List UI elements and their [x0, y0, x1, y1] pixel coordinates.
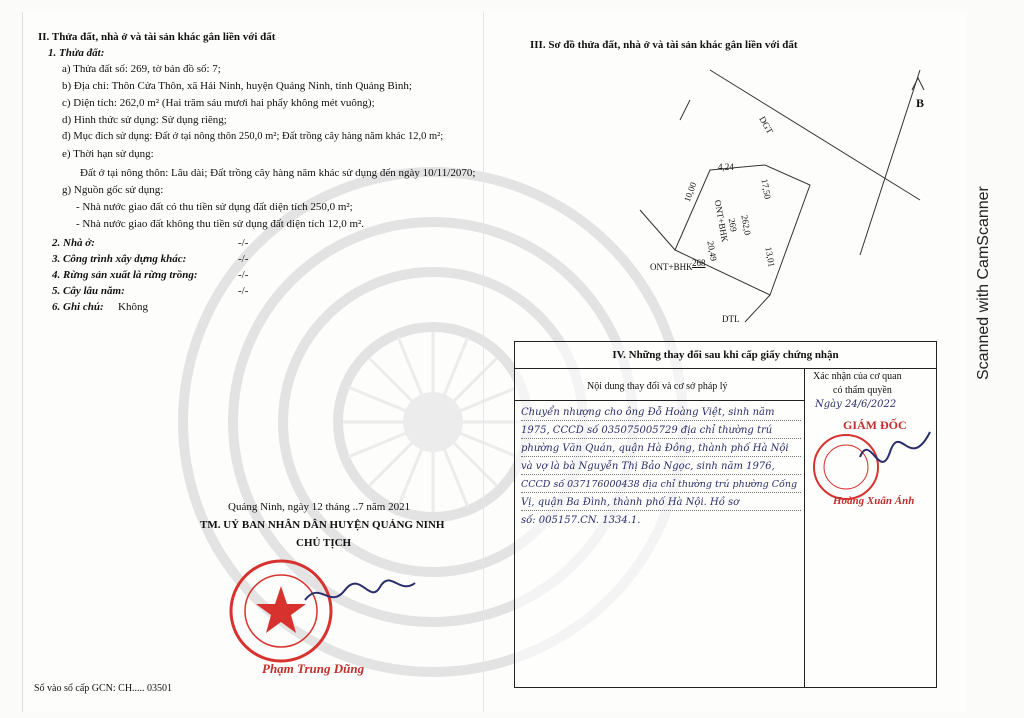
dim-top: 4,24 [718, 162, 734, 172]
parcel-area: 262,0 [739, 214, 753, 236]
ruled-line [521, 420, 801, 422]
construction-heading: 3. Công trình xây dựng khác: [52, 253, 187, 265]
director-title: GIÁM ĐỐC [843, 418, 907, 432]
changes-table [514, 341, 937, 688]
signer-name: Phạm Trung Dũng [262, 661, 365, 676]
construction-value: -/- [238, 253, 249, 265]
land-item-dd: đ) Mục đích sử dụng: Đất ở tại nông thôn 250,0 m²; Đất trồng cây hàng năm khác 12,0 m²; [62, 131, 444, 142]
road-bottom-label: DTL [722, 314, 740, 324]
change-line-5: CCCD số 037176000438 địa chỉ thường trú phường Cống [521, 479, 798, 490]
signature-left [300, 575, 420, 615]
signature-right [855, 422, 935, 492]
col-confirm-header-1: Xác nhận của cơ quan [813, 371, 902, 382]
land-item-e-detail: Đất ở tại nông thôn: Lâu dài; Đất trồng cây hàng năm khác sử dụng đến ngày 10/11/2070; [80, 167, 476, 179]
land-item-g2: - Nhà nước giao đất không thu tiền sử dụng đất diện tích 12,0 m². [76, 218, 365, 230]
registration-number: Số vào sổ cấp GCN: CH..... 03501 [34, 683, 173, 694]
house-heading: 2. Nhà ở: [52, 237, 95, 249]
ruled-line [521, 492, 801, 494]
table-column-divider [804, 368, 805, 687]
forest-heading: 4. Rừng sản xuất là rừng trồng: [52, 269, 198, 281]
change-line-1: Chuyển nhượng cho ông Đỗ Hoàng Việt, sinh năm [521, 407, 775, 418]
north-indicator: B [916, 96, 925, 110]
change-line-2: 1975, CCCD số 035075005729 địa chỉ thường trú [521, 425, 773, 436]
change-line-6: Vị, quận Ba Đình, thành phố Hà Nội. Hồ sơ [521, 497, 740, 508]
issuer-role: CHỦ TỊCH [296, 537, 352, 549]
table-header-divider [515, 400, 804, 401]
forest-value: -/- [238, 269, 249, 281]
neighbor-label: ONT+BHK [650, 262, 693, 272]
parcel-number: 269 [726, 217, 739, 233]
road-top-label: DGT [757, 114, 776, 136]
ruled-line [521, 510, 801, 512]
parcel-diagram [620, 60, 940, 330]
ruled-line [521, 438, 801, 440]
scanner-watermark: Scanned with CamScanner [975, 186, 992, 380]
dim-left: 10,00 [681, 180, 699, 204]
land-item-g: g) Nguồn gốc sử dụng: [62, 184, 164, 196]
land-heading: 1. Thửa đất: [48, 47, 105, 59]
ruled-line [521, 456, 801, 458]
land-item-c: c) Diện tích: 262,0 m² (Hai trăm sáu mươi hai phẩy không mét vuông); [62, 97, 375, 109]
confirm-date: Ngày 24/6/2022 [815, 399, 897, 410]
col-changes-header: Nội dung thay đổi và cơ sở pháp lý [587, 381, 728, 392]
section-ii-title: II. Thửa đất, nhà ở và tài sản khác gắn liền với đất [38, 31, 276, 43]
note-heading: 6. Ghi chú: [52, 301, 104, 313]
issue-date: Quảng Ninh, ngày 12 tháng ..7 năm 2021 [228, 501, 411, 513]
col-confirm-header-2: có thẩm quyền [833, 385, 892, 396]
perennial-value: -/- [238, 285, 249, 297]
house-value: -/- [238, 237, 249, 249]
dim-bottom: 20,49 [705, 240, 719, 262]
dim-right: 17,50 [759, 178, 773, 200]
land-item-g1: - Nhà nước giao đất có thu tiền sử dụng đất diện tích 250,0 m²; [76, 201, 353, 213]
land-item-b: b) Địa chỉ: Thôn Cửa Thôn, xã Hải Ninh, huyện Quảng Ninh, tỉnh Quảng Bình; [62, 80, 412, 92]
director-name: Hoàng Xuân Ánh [833, 495, 915, 507]
ruled-line [521, 474, 801, 476]
perennial-heading: 5. Cây lâu năm: [52, 285, 125, 297]
change-line-3: phường Văn Quán, quận Hà Đông, thành phố Hà Nội [521, 443, 789, 454]
dim-bottom-right: 13,01 [763, 246, 777, 268]
changes-title: IV. Những thay đổi sau khi cấp giấy chứng nhận [515, 342, 936, 369]
land-item-a: a) Thửa đất số: 269, tờ bản đồ số: 7; [62, 63, 221, 75]
neighbor-number: 268 [692, 258, 706, 268]
page-fold [483, 12, 484, 712]
land-item-d: d) Hình thức sử dụng: Sử dụng riêng; [62, 114, 227, 126]
change-line-4: và vợ là bà Nguyễn Thị Bảo Ngọc, sinh năm 1976, [521, 461, 775, 472]
change-line-7: số: 005157.CN. 1334.1. [521, 515, 641, 526]
note-value: Không [118, 301, 148, 313]
section-iii-title: III. Sơ đồ thửa đất, nhà ở và tài sản khác gắn liền với đất [530, 39, 798, 51]
issuer-org: TM. UỶ BAN NHÂN DÂN HUYỆN QUẢNG NINH [200, 519, 445, 531]
parcel-label: ONT+BHK [712, 199, 730, 243]
land-item-e: e) Thời hạn sử dụng: [62, 148, 154, 160]
